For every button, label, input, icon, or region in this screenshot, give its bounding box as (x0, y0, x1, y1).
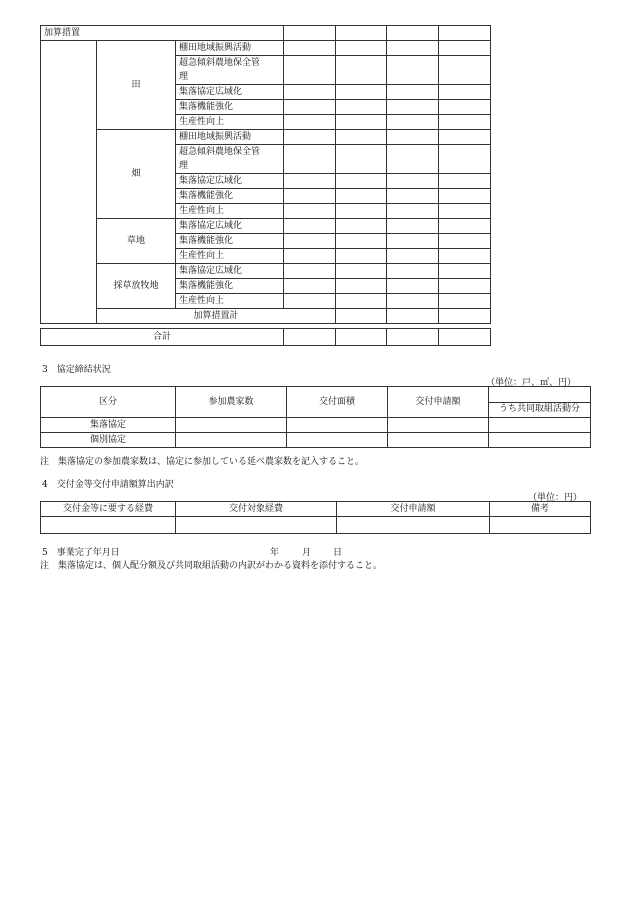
group-label-souchi: 草地 (97, 219, 176, 264)
item-label: 集落機能強化 (176, 234, 284, 249)
agreement-table (40, 386, 591, 448)
group-label-saisou: 採草放牧地 (97, 264, 176, 309)
item-label: 棚田地域振興活動 (176, 41, 284, 56)
item-label: 理 (176, 159, 284, 174)
header-area: 交付面積 (287, 387, 388, 418)
date-month: 月 (302, 548, 312, 558)
table-row (41, 502, 591, 517)
section4-heading: 4 交付金等交付申請額算出内訳 (42, 480, 174, 490)
header-application: 交付申請額 (337, 502, 490, 517)
section3-unit: （単位：戸、㎡、円） (486, 378, 577, 388)
header-eligible: 交付対象経費 (176, 502, 337, 517)
kasan-label: 加算措置 (41, 26, 284, 41)
table-row (41, 264, 491, 279)
table-row (41, 309, 491, 324)
header-remarks: 備考 (490, 502, 591, 517)
grand-total-label: 合計 (41, 329, 284, 346)
header-farmers: 参加農家数 (176, 387, 287, 418)
item-label: 集落協定広域化 (176, 174, 284, 189)
item-label: 超急傾斜農地保全管 (176, 56, 284, 71)
section3-heading: 3 協定締結状況 (42, 365, 111, 375)
item-label: 超急傾斜農地保全管 (176, 145, 284, 160)
header-application: 交付申請額 (388, 387, 489, 418)
header-expense: 交付金等に要する経費 (41, 502, 176, 517)
section4-unit: （単位：円） (528, 493, 583, 503)
item-label: 生産性向上 (176, 294, 284, 309)
item-label: 集落機能強化 (176, 279, 284, 294)
item-label: 生産性向上 (176, 115, 284, 130)
kasan-total-label: 加算措置計 (97, 309, 336, 324)
item-label: 集落協定広域化 (176, 85, 284, 100)
group-label-hata: 畑 (97, 130, 176, 219)
table-row (41, 418, 591, 433)
date-day: 日 (333, 548, 343, 558)
group-label-ta: 田 (97, 41, 176, 130)
header-kubun: 区分 (41, 387, 176, 418)
kasan-table (40, 25, 491, 324)
header-joint-activity: うち共同取組活動分 (489, 402, 591, 418)
item-label: 集落機能強化 (176, 100, 284, 115)
table-row (41, 329, 491, 346)
section5-heading: 5 事業完了年月日 (42, 548, 120, 558)
table-row (41, 41, 491, 56)
item-label: 生産性向上 (176, 204, 284, 219)
item-label: 集落協定広域化 (176, 219, 284, 234)
section3-note: 注 集落協定の参加農家数は、協定に参加している延べ農家数を記入すること。 (40, 457, 365, 467)
item-label: 生産性向上 (176, 249, 284, 264)
item-label: 集落協定広域化 (176, 264, 284, 279)
table-row (41, 387, 591, 403)
row-label: 個別協定 (41, 433, 176, 448)
table-row (41, 219, 491, 234)
item-label: 集落機能強化 (176, 189, 284, 204)
item-label: 棚田地域振興活動 (176, 130, 284, 145)
table-row (41, 517, 591, 534)
section5-note: 注 集落協定は、個人配分額及び共同取組活動の内訳がわかる資料を添付すること。 (40, 561, 383, 571)
table-row (41, 26, 491, 41)
row-label: 集落協定 (41, 418, 176, 433)
item-label: 理 (176, 70, 284, 85)
table-row (41, 130, 491, 145)
date-year: 年 (270, 548, 280, 558)
breakdown-table (40, 501, 591, 534)
grand-total-table (40, 328, 491, 346)
table-row (41, 433, 591, 448)
